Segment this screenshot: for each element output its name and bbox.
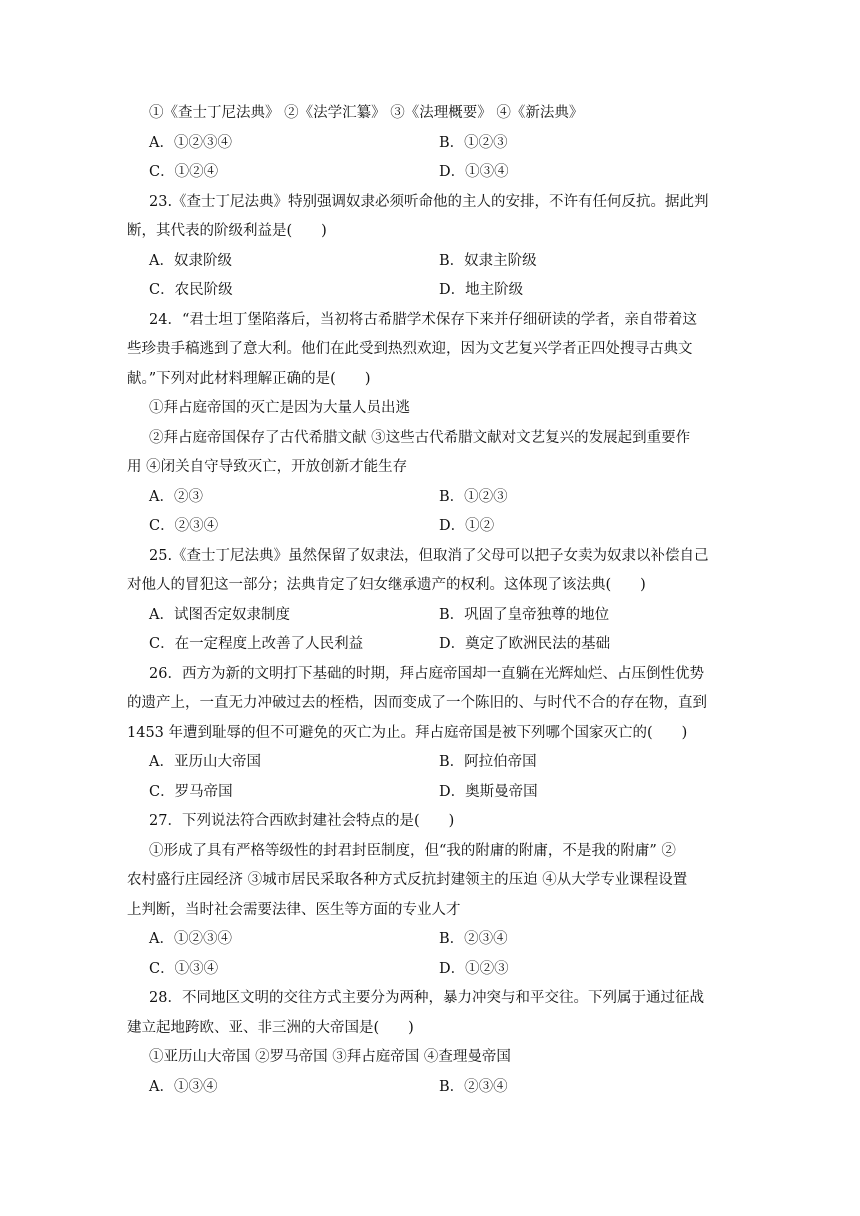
question-text-line: 24．“君士坦丁堡陷落后，当初将古希腊学术保存下来并仔细研读的学者，亲自带着这 [149, 311, 697, 328]
question-text-line: ①形成了具有严格等级性的封君封臣制度，但“我的附庸的附庸，不是我的附庸” ② [149, 842, 676, 859]
answer-options-row [127, 129, 737, 159]
question-continuation-line: 1453 年遭到耻辱的但不可避免的灭亡为止。拜占庭帝国是被下列哪个国家灭亡的( ) [127, 724, 688, 741]
answer-option: D．①②③ [439, 960, 509, 977]
question-continuation-line: 的遗产上，一直无力冲破过去的桎梏，因而变成了一个陈旧的、与时代不合的存在物，直到 [127, 695, 707, 711]
question-text-line: ①亚历山大帝国 ②罗马帝国 ③拜占庭帝国 ④查理曼帝国 [149, 1049, 511, 1065]
answer-options-row [127, 778, 737, 808]
answer-options-row [127, 1073, 737, 1103]
answer-option: C．①②④ [149, 164, 219, 180]
answer-options-row [127, 955, 737, 985]
answer-option: A．①②③④ [149, 931, 232, 947]
question-text-line: 25.《查士丁尼法典》虽然保留了奴隶法，但取消了父母可以把子女卖为奴隶以补偿自己 [149, 547, 709, 564]
answer-options-row [127, 483, 737, 513]
question-text-line: 27．下列说法符合西欧封建社会特点的是( ) [149, 813, 455, 829]
answer-option: B．①②③ [439, 488, 508, 505]
answer-option: A．试图否定奴隶制度 [149, 606, 290, 623]
answer-option: D．奥斯曼帝国 [439, 783, 538, 800]
question-text-line: 28．不同地区文明的交往方式主要分为两种，暴力冲突与和平交往。下列属于通过征战 [149, 990, 704, 1006]
question-continuation-line: 些珍贵手稿逃到了意大利。他们在此受到热烈欢迎，因为文艺复兴学者正四处搜寻古典文 [127, 341, 693, 357]
answer-option: D．地主阶级 [439, 282, 524, 298]
answer-option: C．在一定程度上改善了人民利益 [149, 636, 364, 652]
answer-options-row [127, 512, 737, 542]
question-continuation-line: 农村盛行庄园经济 ③城市居民采取各种方式反抗封建领主的压迫 ④从大学专业课程设置 [127, 872, 688, 888]
question-continuation-line: 对他人的冒犯这一部分；法典肯定了妇女继承遗产的权利。这体现了该法典( ) [127, 577, 646, 593]
answer-options-row [127, 601, 737, 631]
question-continuation-line: 断，其代表的阶级利益是( ) [127, 223, 327, 239]
question-text-line: ②拜占庭帝国保存了古代希腊文献 ③这些古代希腊文献对文艺复兴的发展起到重要作 [149, 429, 691, 446]
answer-option: A．奴隶阶级 [149, 252, 232, 269]
question-continuation-line: 建立起地跨欧、亚、非三洲的大帝国是( ) [127, 1019, 414, 1036]
answer-option: B．①②③ [439, 134, 508, 151]
answer-option: D．奠定了欧洲民法的基础 [439, 636, 611, 652]
question-continuation-line: 用 ④闭关自守导致灭亡，开放创新才能生存 [127, 459, 408, 475]
answer-options-row [127, 276, 737, 306]
answer-option: C．①③④ [149, 960, 219, 977]
question-continuation-line: 上判断，当时社会需要法律、医生等方面的专业人才 [127, 901, 461, 918]
answer-option: D．①③④ [439, 164, 509, 180]
answer-option: D．①② [439, 518, 495, 534]
answer-options-row [127, 158, 737, 188]
answer-options-row [127, 247, 737, 277]
answer-option: A．亚历山大帝国 [149, 754, 261, 770]
question-text-line: ①《查士丁尼法典》 ②《法学汇纂》 ③《法理概要》 ④《新法典》 [149, 105, 584, 121]
answer-option: B．阿拉伯帝国 [439, 754, 537, 770]
answer-option: B．②③④ [439, 931, 508, 947]
answer-option: C．②③④ [149, 518, 219, 534]
question-continuation-line: 献。”下列对此材料理解正确的是( ) [127, 370, 371, 387]
answer-options-row [127, 925, 737, 955]
answer-options-row [127, 748, 737, 778]
answer-options-row [127, 630, 737, 660]
answer-option: A．①③④ [149, 1078, 218, 1095]
answer-option: A．②③ [149, 488, 203, 505]
answer-option: B．奴隶主阶级 [439, 252, 537, 269]
question-text-line: 23.《查士丁尼法典》特别强调奴隶必须听命他的主人的安排，不许有任何反抗。据此判 [149, 193, 709, 210]
answer-option: B．②③④ [439, 1078, 508, 1095]
answer-option: C．罗马帝国 [149, 783, 233, 800]
answer-option: B．巩固了皇帝独尊的地位 [439, 606, 610, 623]
question-text-line: ①拜占庭帝国的灭亡是因为大量人员出逃 [149, 400, 410, 416]
answer-option: A．①②③④ [149, 134, 232, 151]
question-content [127, 99, 737, 1102]
answer-option: C．农民阶级 [149, 282, 233, 298]
question-text-line: 26．西方为新的文明打下基础的时期，拜占庭帝国却一直躺在光辉灿烂、占压倒性优势 [149, 665, 704, 682]
